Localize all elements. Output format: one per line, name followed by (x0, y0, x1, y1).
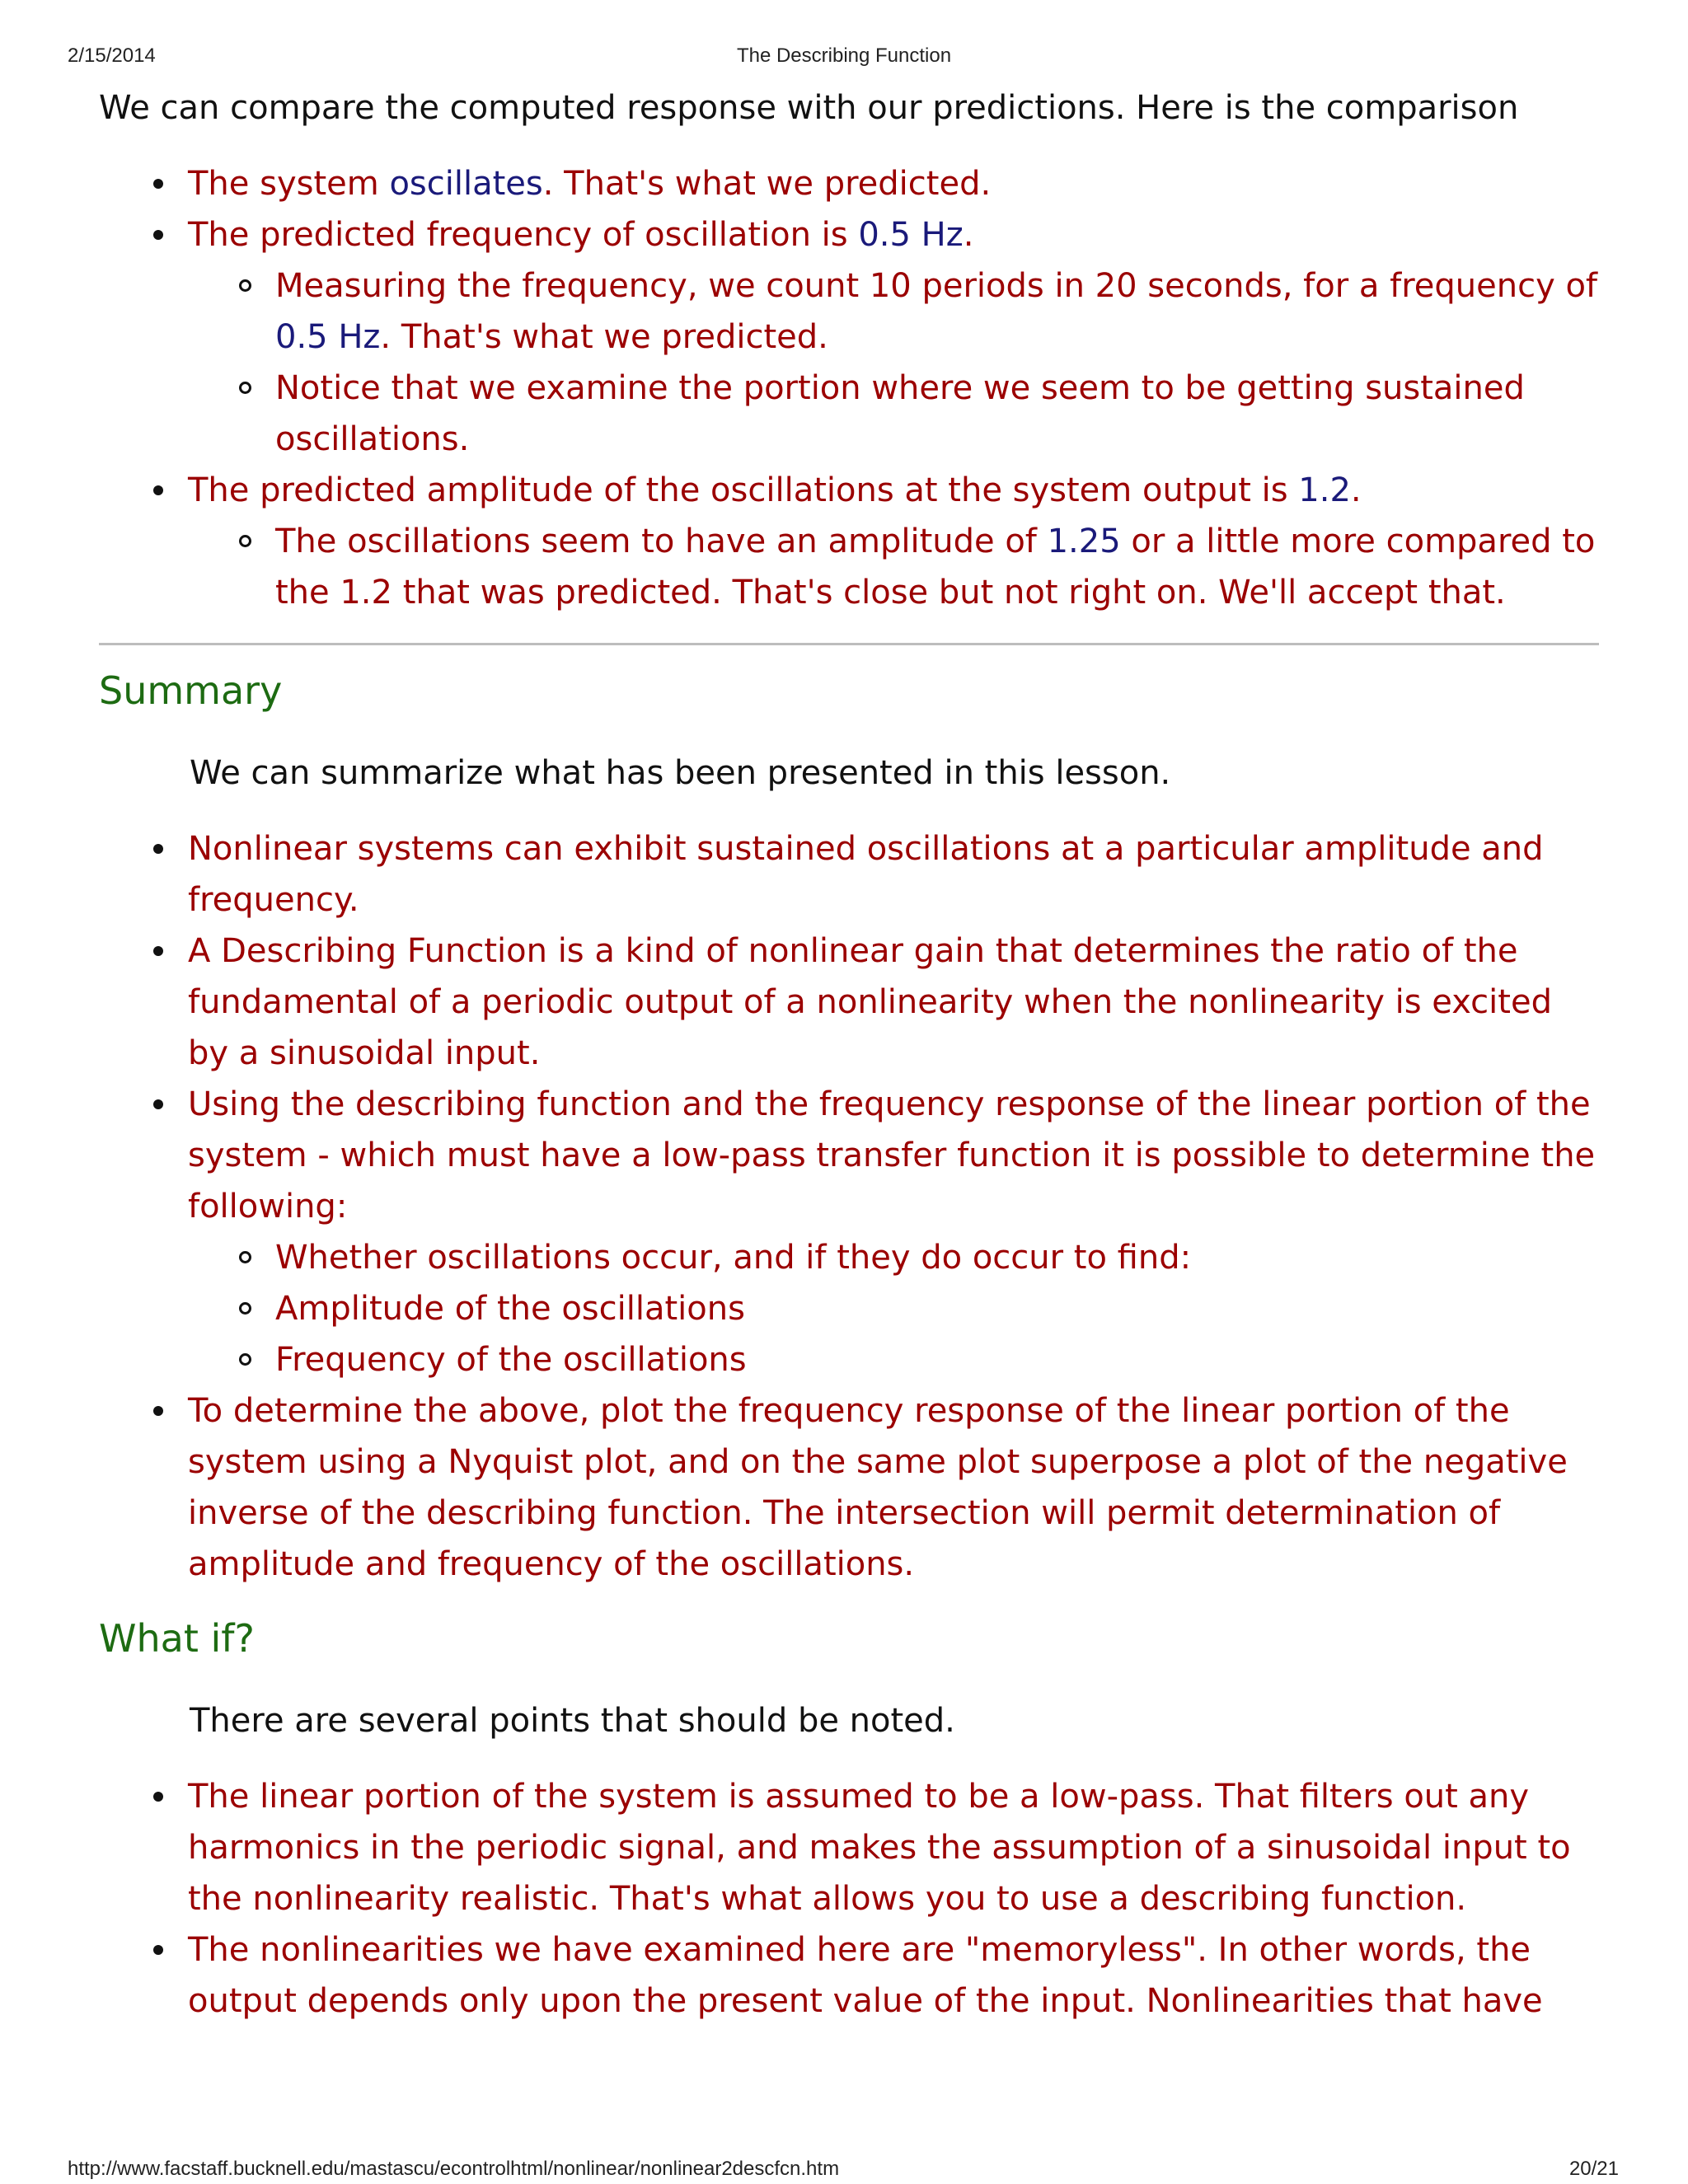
sub-list-item: Notice that we examine the portion where we seem to be getting sustained oscillations. (275, 363, 1599, 465)
bullet-text: Using the describing function and the frequency response of the linear portion of the system - which must have a low-pass transfer function it is possible to determine the following: (188, 1085, 1596, 1226)
print-url: http://www.facstaff.bucknell.edu/mastascu/econtrolhtml/nonlinear/nonlinear2descfcn.htm (68, 2158, 840, 2180)
sub-list (275, 1232, 1599, 1385)
list-item: The nonlinearities we have examined here are "memoryless". In other words, the output depends only upon the present value of the input. Nonlinearities that have (188, 1924, 1599, 2027)
list-item (188, 158, 1599, 209)
oscillates-link[interactable]: oscillates (389, 165, 543, 203)
list-item (188, 1079, 1599, 1385)
bullet-text: . That's what we predicted. (542, 165, 992, 203)
page-content (99, 82, 1599, 2027)
sub-list (275, 516, 1599, 618)
frequency-value: 0.5 Hz (275, 318, 381, 356)
summary-intro: We can summarize what has been presented in this lesson. (190, 754, 1171, 792)
sub-list-item: Frequency of the oscillations (275, 1334, 1599, 1385)
bullet-text: . That's what we predicted. (380, 318, 828, 356)
print-date: 2/15/2014 (68, 45, 156, 67)
amplitude-value: 1.25 (1047, 523, 1121, 560)
sub-list-item (275, 260, 1599, 363)
list-item: Nonlinear systems can exhibit sustained oscillations at a particular amplitude and frequency. (188, 823, 1599, 926)
bullet-text: or a little more compared to the 1.2 that was predicted. That's close but not right on. We'll accept that. (275, 523, 1596, 612)
list-item: To determine the above, plot the frequency response of the linear portion of the system using a Nyquist plot, and on the same plot superpose a plot of the negative inverse of the describing function. The intersection will permit determination of amplitude and frequency of the oscillations. (188, 1385, 1599, 1590)
sub-list (275, 260, 1599, 465)
sub-list-item: Amplitude of the oscillations (275, 1283, 1599, 1334)
bullet-text: The oscillations seem to have an amplitude of (275, 523, 1048, 560)
sub-list-item: Whether oscillations occur, and if they do occur to find: (275, 1232, 1599, 1283)
bullet-text: Measuring the frequency, we count 10 periods in 20 seconds, for a frequency of (275, 267, 1598, 305)
frequency-value: 0.5 Hz (858, 216, 964, 254)
list-item (188, 465, 1599, 618)
section-divider (99, 643, 1599, 645)
bullet-text: The predicted amplitude of the oscillations at the system output is (188, 471, 1299, 509)
list-item (188, 209, 1599, 465)
bullet-text: The predicted frequency of oscillation is (188, 216, 859, 254)
sub-list-item (275, 516, 1599, 618)
bullet-text: The system (188, 165, 390, 203)
comparison-list (188, 158, 1599, 618)
list-item: A Describing Function is a kind of nonlinear gain that determines the ratio of the fundamental of a periodic output of a nonlinearity when the nonlinearity is excited by a sinusoidal input. (188, 926, 1599, 1079)
page-number: 20/21 (1568, 2158, 1619, 2180)
summary-heading: Summary (99, 668, 283, 713)
amplitude-value: 1.2 (1298, 471, 1351, 509)
whatif-list (188, 1771, 1599, 2027)
print-title: The Describing Function (736, 45, 952, 67)
summary-list (188, 823, 1599, 1590)
whatif-intro: There are several points that should be noted. (190, 1702, 955, 1740)
whatif-heading: What if? (99, 1616, 255, 1661)
bullet-text: . (963, 216, 974, 254)
bullet-text: . (1350, 471, 1362, 509)
list-item: The linear portion of the system is assumed to be a low-pass. That filters out any harmonics in the periodic signal, and makes the assumption of a sinusoidal input to the nonlinearity realistic. That's what allows you to use a describing function. (188, 1771, 1599, 1924)
comparison-intro: We can compare the computed response with our predictions. Here is the comparison (99, 89, 1519, 127)
